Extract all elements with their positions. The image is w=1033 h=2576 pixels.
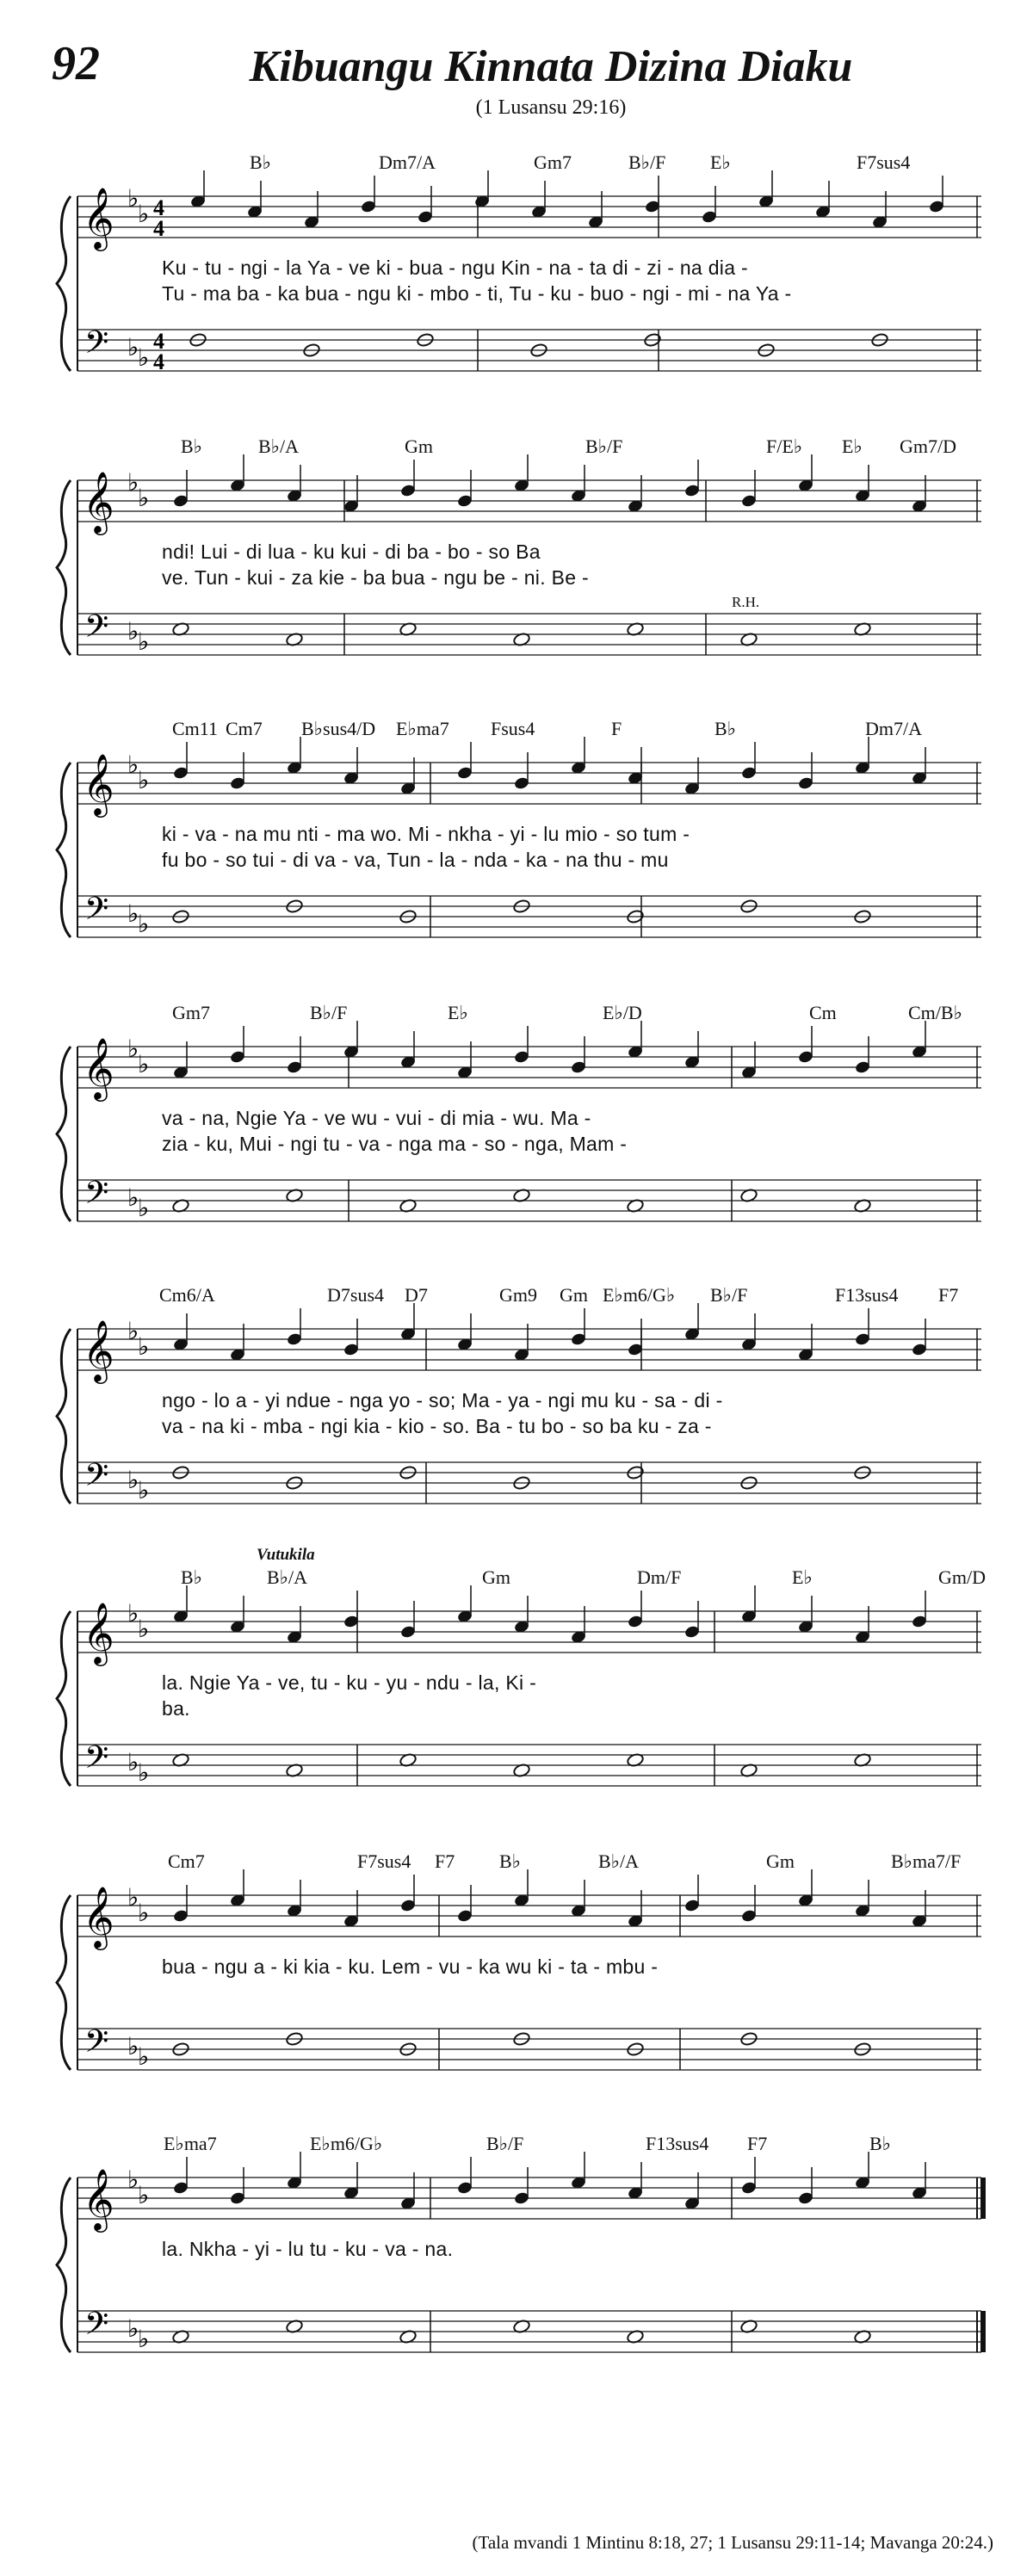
key-flat: ♭ [138,1758,150,1787]
chord-symbol: B♭ [181,1566,203,1588]
key-flat: ♭ [127,1599,139,1628]
key-flat: ♭ [138,2042,150,2071]
chord-symbol: Gm [766,1850,795,1872]
bass-clef: 𝄢 [84,324,109,368]
chord-symbol: B♭sus4/D [301,718,376,739]
chord-symbol: Dm/F [637,1566,682,1588]
lyrics-verse-1: Ku - tu - ngi - la Ya - ve ki - bua - ngu Kin - na - ta di - zi - na dia - [162,256,748,279]
key-flat: ♭ [138,910,150,938]
footnote: (Tala mvandi 1 Mintinu 8:18, 27; 1 Lusansu 29:11-14; Mavanga 20:24.) [472,2532,993,2553]
chord-symbol: B♭/F [486,2133,524,2154]
chord-symbol: F13sus4 [646,2133,709,2154]
chord-symbol: E♭ [842,436,863,457]
bass-clef: 𝄢 [84,608,109,652]
key-flat: ♭ [127,1748,139,1776]
key-flat: ♭ [138,1194,150,1222]
lyrics-verse-2: va - na ki - mba - ngi kia - kio - so. Ba - tu bo - so ba ku - za - [162,1415,712,1437]
treble-clef: 𝄞 [83,1885,114,1948]
music-system [52,411,999,687]
chord-symbol: B♭ [869,2133,892,2154]
key-flat: ♭ [127,184,139,213]
treble-clef: 𝄞 [83,2167,114,2230]
chord-symbol: Gm7 [534,151,572,173]
chord-symbol: Cm11 [172,718,218,739]
final-barline [980,2311,986,2352]
key-flat: ♭ [127,2165,139,2194]
scripture-reference: (1 Lusansu 29:16) [475,96,627,119]
brace [57,1611,71,1786]
brace [57,196,71,371]
lyrics-verse-1: va - na, Ngie Ya - ve wu - vui - di mia - wu. Ma - [162,1107,591,1129]
chord-symbol: Gm/D [938,1566,986,1588]
lyrics-verse-1: ki - va - na mu nti - ma wo. Mi - nkha - yi - lu mio - so tum - [162,823,690,845]
chord-symbol: F7 [747,2133,768,2154]
bass-clef: 𝄢 [84,2306,109,2350]
treble-clef: 𝄞 [83,1036,114,1099]
chord-symbol: D7sus4 [327,1284,385,1306]
chord-symbol: B♭/A [598,1850,640,1872]
music-system [52,1542,999,1818]
brace [57,763,71,937]
chord-symbol: Gm7 [172,1002,210,1023]
chord-symbol: E♭m6/G♭ [603,1284,676,1306]
chord-symbol: Cm7 [226,718,263,739]
time-signature: 4 [153,349,164,374]
brace [57,480,71,655]
key-flat: ♭ [127,751,139,779]
key-flat: ♭ [127,468,139,497]
key-flat: ♭ [127,2314,139,2343]
chord-symbol: E♭ [448,1002,468,1023]
music-system [52,127,999,403]
chord-symbol: B♭/F [710,1284,748,1306]
key-flat: ♭ [138,343,150,372]
chord-symbol: B♭ [714,718,737,739]
lyrics-verse-1: la. Nkha - yi - lu tu - ku - va - na. [162,2238,454,2260]
chord-symbol: B♭/A [267,1566,308,1588]
chord-symbol: Gm [482,1566,510,1588]
key-flat: ♭ [138,627,150,656]
chord-symbol: B♭ma7/F [891,1850,962,1872]
key-flat: ♭ [138,484,150,512]
bass-clef: 𝄢 [84,1457,109,1501]
right-hand-mark: R.H. [732,594,760,610]
key-flat: ♭ [138,766,150,794]
chord-symbol: F [611,718,622,739]
chord-symbol: E♭ [792,1566,813,1588]
chord-symbol: Cm/B♭ [908,1002,962,1023]
brace [57,1047,71,1221]
chord-symbol: B♭/F [310,1002,348,1023]
chord-symbol: Gm [405,436,433,457]
treble-clef: 𝄞 [83,186,114,249]
lyrics-verse-2: fu bo - so tui - di va - va, Tun - la - nda - ka - na thu - mu [162,849,669,871]
chord-symbol: F7sus4 [857,151,911,173]
lyrics-verse-2: Tu - ma ba - ka bua - ngu ki - mbo - ti, Tu - ku - buo - ngi - mi - na Ya - [162,282,792,305]
key-flat: ♭ [138,1476,150,1504]
chord-symbol: Dm7/A [865,718,922,739]
key-flat: ♭ [127,1466,139,1494]
chord-symbol: E♭ [710,151,731,173]
chord-symbol: Fsus4 [491,718,535,739]
treble-clef: 𝄞 [83,752,114,815]
brace [57,1895,71,2070]
chord-symbol: Gm [560,1284,588,1306]
chord-symbol: Cm [809,1002,837,1023]
treble-clef: 𝄞 [83,470,114,533]
key-flat: ♭ [127,333,139,361]
bass-clef: 𝄢 [84,1175,109,1219]
lyrics-verse-1: ngo - lo a - yi ndue - nga yo - so; Ma - ya - ngi mu ku - sa - di - [162,1389,723,1412]
lyrics-verse-2: ba. [162,1697,190,1720]
key-flat: ♭ [138,1615,150,1643]
chord-symbol: F7 [938,1284,959,1306]
chord-symbol: Cm6/A [159,1284,215,1306]
key-flat: ♭ [138,1332,150,1361]
bass-clef: 𝄢 [84,1739,109,1783]
time-signature: 4 [153,195,164,220]
key-flat: ♭ [127,1035,139,1063]
music-system [52,978,999,1253]
time-signature: 4 [153,216,164,241]
chord-symbol: F13sus4 [835,1284,899,1306]
chord-symbol: D7 [405,1284,428,1306]
chord-symbol: E♭m6/G♭ [310,2133,383,2154]
key-flat: ♭ [127,1317,139,1345]
lyrics-verse-2: zia - ku, Mui - ngi tu - va - nga ma - so - nga, Mam - [162,1133,628,1155]
chord-symbol: B♭/F [628,151,666,173]
key-flat: ♭ [138,2325,150,2353]
lyrics-verse-1: ndi! Lui - di lua - ku kui - di ba - bo - so Ba [162,541,541,563]
key-flat: ♭ [138,1050,150,1078]
chord-symbol: F/E♭ [766,436,803,457]
chord-symbol: E♭/D [603,1002,642,1023]
key-flat: ♭ [138,200,150,228]
bass-clef: 𝄢 [84,2023,109,2067]
chord-symbol: E♭ma7 [164,2133,217,2154]
tempo-marking: Vutukila [257,1546,315,1564]
bass-clef: 𝄢 [84,891,109,935]
music-system [52,2109,999,2384]
treble-clef: 𝄞 [83,1319,114,1381]
lyrics-verse-1: bua - ngu a - ki kia - ku. Lem - vu - ka wu ki - ta - mbu - [162,1955,659,1978]
key-flat: ♭ [127,1883,139,1912]
chord-symbol: B♭ [499,1850,522,1872]
chord-symbol: Dm7/A [379,151,436,173]
music-system [52,1260,999,1535]
music-system [52,694,999,969]
final-barline [980,2178,986,2219]
chord-symbol: Cm7 [168,1850,205,1872]
key-flat: ♭ [138,2181,150,2209]
key-flat: ♭ [127,2032,139,2060]
hymn-number: 92 [52,37,100,90]
chord-symbol: F7 [435,1850,455,1872]
chord-symbol: B♭/A [258,436,300,457]
chord-symbol: Gm7/D [900,436,956,457]
lyrics-verse-2: ve. Tun - kui - za kie - ba bua - ngu be - ni. Be - [162,566,589,589]
brace [57,2178,71,2352]
key-flat: ♭ [127,899,139,928]
music-system [52,1826,999,2102]
key-flat: ♭ [127,617,139,646]
chord-symbol: B♭/F [585,436,623,457]
lyrics-verse-1: la. Ngie Ya - ve, tu - ku - yu - ndu - la, Ki - [162,1671,537,1694]
chord-symbol: Gm9 [499,1284,537,1306]
hymn-title: Kibuangu Kinnata Dizina Diaku [249,42,853,91]
brace [57,1329,71,1504]
chord-symbol: B♭ [250,151,272,173]
chord-symbol: F7sus4 [357,1850,411,1872]
chord-symbol: E♭ma7 [396,718,449,739]
treble-clef: 𝄞 [83,1601,114,1664]
key-flat: ♭ [138,1899,150,1927]
chord-symbol: B♭ [181,436,203,457]
time-signature: 4 [153,329,164,354]
key-flat: ♭ [127,1183,139,1212]
